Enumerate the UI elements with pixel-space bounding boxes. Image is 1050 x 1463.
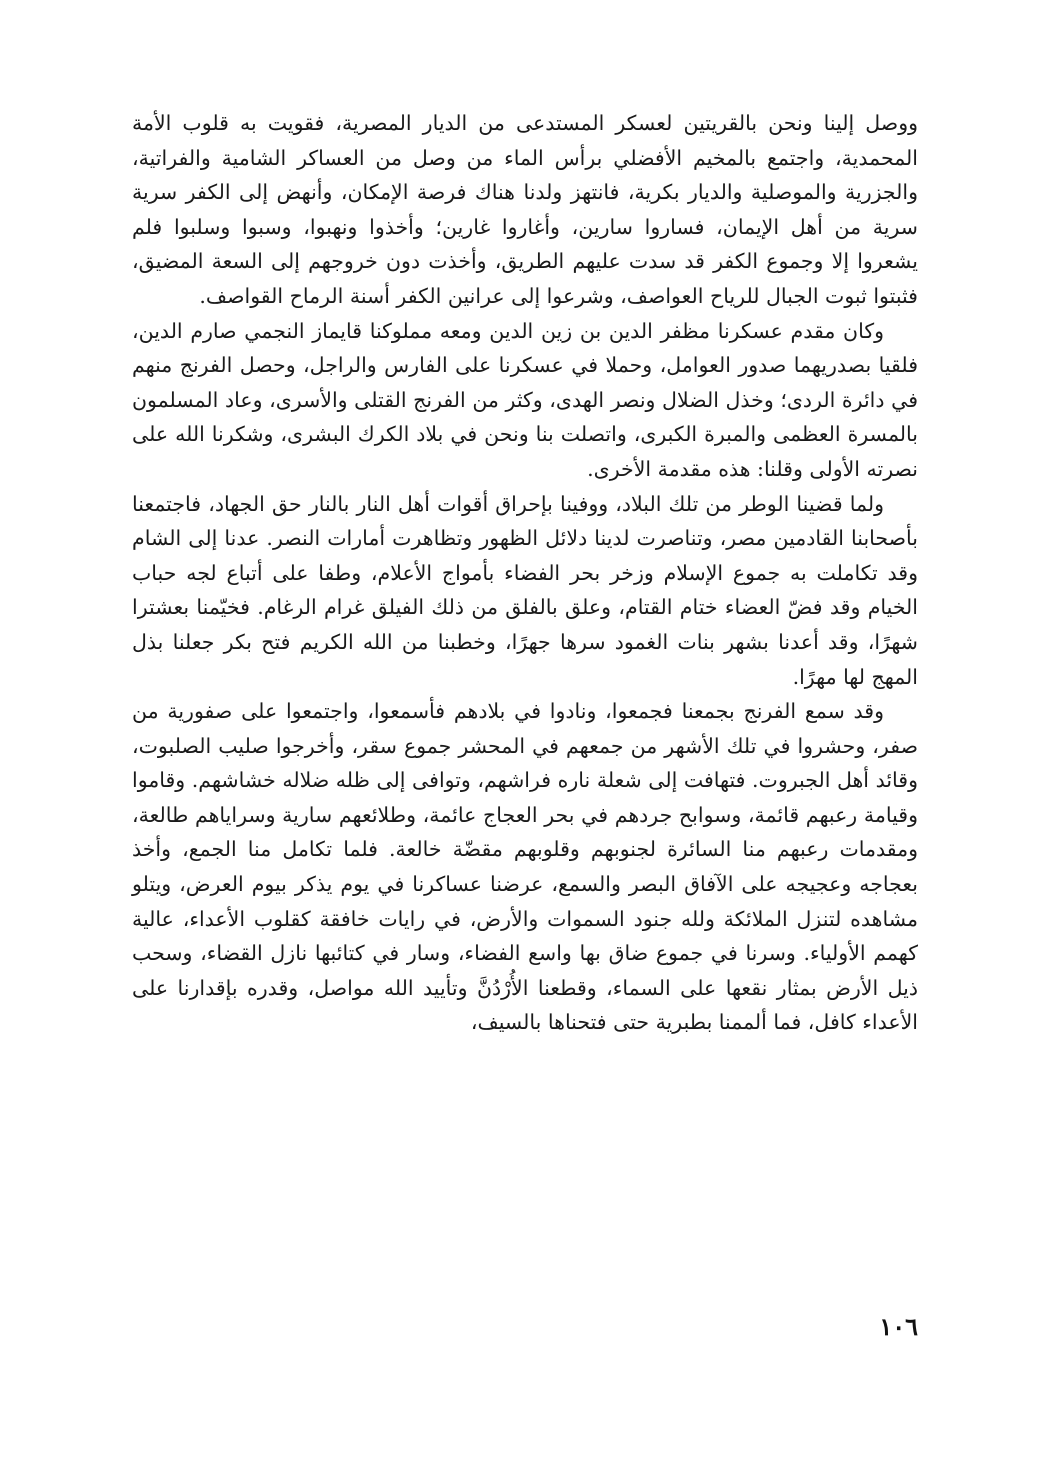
paragraph-3: ولما قضينا الوطر من تلك البلاد، ووفينا بإحراق أقوات أهل النار بالنار حق الجهاد، فاجتمعنا بأصحابنا القادمين مصر، وتناصرت لدينا دلائل الظهور وتظاهرت أمارات النصر. عدنا إلى الشام وقد تكاملت به جموع الإسلام وزخر بحر الفضاء بأمواج الأعلام، وطفا على أتباع لجه حباب الخيام وقد فضّ العضاء ختام القتام، وعلق بالفلق من ذلك الفيلق غرام الرغام. فخيّمنا بعشترا شهرًا، وقد أعدنا بشهر بنات الغمود سرها جهرًا، وخطبنا من الله الكريم فتح بكر جعلنا بذل المهج لها مهرًا.: [132, 491, 918, 689]
paragraph-2: وكان مقدم عسكرنا مظفر الدين بن زين الدين ومعه مملوكنا قايماز النجمي صارم الدين، فلقيا بصدريهما صدور العوامل، وحملا في عسكرنا على الفارس والراجل، وحصل الفرنج منهم في دائرة الردى؛ وخذل الضلال ونصر الهدى، وكثر من الفرنج القتلى والأسرى، وعاد المسلمون بالمسرة العظمى والمبرة الكبرى، واتصلت بنا ونحن في بلاد الكرك البشرى، وشكرنا الله على نصرته الأولى وقلنا: هذه مقدمة الأخرى.: [132, 318, 918, 481]
paragraph-4: وقد سمع الفرنج بجمعنا فجمعوا، ونادوا في بلادهم فأسمعوا، واجتمعوا على صفورية من صفر، وحشروا في تلك الأشهر من جمعهم في المحشر جموع سقر، وأخرجوا صليب الصلبوت، وقائد أهل الجبروت. فتهافت إلى شعلة ناره فراشهم، وتوافى إلى ظله ضلاله خشاشهم. وقاموا وقيامة رعبهم قائمة، وسوابح جردهم في بحر العجاج عائمة، وطلائعهم سارية وسراياهم طالعة، ومقدمات رعبهم منا السائرة لجنوبهم وقلوبهم مقضّة خالعة. فلما تكامل منا الجمع، وأخذ بعجاجه وعجيجه على الآفاق البصر والسمع، عرضنا عساكرنا في يوم يذكر بيوم العرض، ويتلو مشاهده لتنزل الملائكة ولله جنود السموات والأرض، في رايات خافقة كقلوب الأعداء، عالية كهمم الأولياء. وسرنا في جموع ضاق بها واسع الفضاء، وسار في كتائبها نازل القضاء، وسحب ذيل الأرض بمثار نقعها على السماء، وقطعنا الأُرْدُنَّ وتأييد الله مواصل، وقدره بإقدارنا على الأعداء كافل، فما ألممنا بطبرية حتى فتحناها بالسيف،: [132, 699, 918, 1035]
page-number: ١٠٦: [879, 1312, 918, 1341]
paragraph-1: ووصل إلينا ونحن بالقريتين لعسكر المستدعى من الديار المصرية، فقويت به قلوب الأمة المحمدية، واجتمع بالمخيم الأفضلي برأس الماء من وصل من العساكر الشامية والفراتية، والجزرية والموصلية والديار بكرية، فانتهز ولدنا هناك فرصة الإمكان، وأنهض إلى الكفر سرية سرية من أهل الإيمان، فساروا سارين، وأغاروا غارين؛ وأخذوا ونهبوا، وسبوا وسلبوا فلم يشعروا إلا وجموع الكفر قد سدت عليهم الطريق، وأخذت دون خروجهم إلى السعة المضيق، فثبتوا ثبوت الجبال للرياح العواصف، وشرعوا إلى عرانين الكفر أسنة الرماح القواصف.: [132, 111, 919, 308]
page-body: [132, 106, 918, 1040]
